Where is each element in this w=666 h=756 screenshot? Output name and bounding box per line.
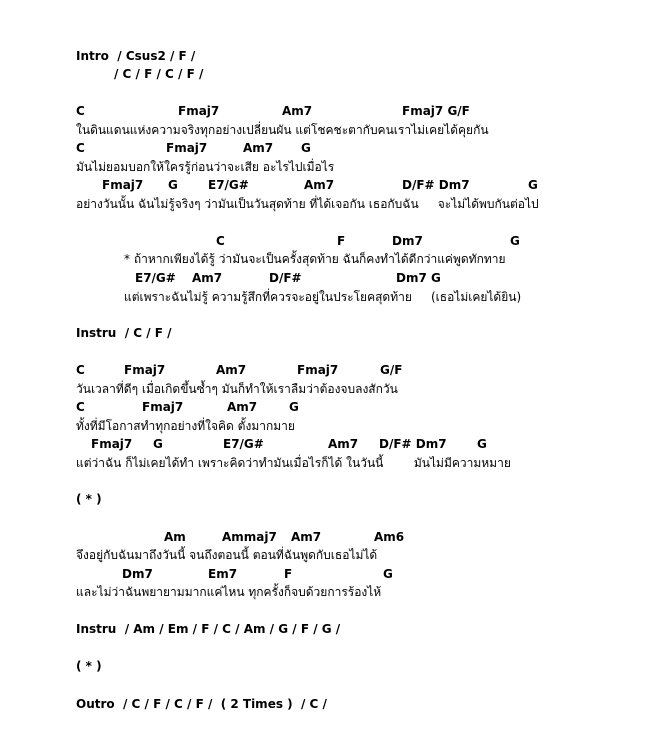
chord: F [284, 567, 293, 581]
chord: Fmaj7 [102, 178, 144, 192]
chord: G [289, 400, 299, 414]
intro-line-2: / C / F / C / F / [114, 67, 204, 81]
lyric-line: แต่ว่าฉัน ก็ไม่เคยได้ทำ เพราะคิดว่าทำมันเมื่อไรก็ได้ ในวันนี้ มันไม่มีความหมาย [76, 456, 511, 470]
chord: Am [164, 530, 186, 544]
chord: C [76, 104, 85, 118]
chord: D/F# Dm7 [379, 437, 447, 451]
chord: F [337, 234, 346, 248]
lyric-line: ในดินแดนแห่งความจริงทุกอย่างเปลี่ยนผัน แต่โชคชะตากับคนเราไม่เคยได้คุยกัน [76, 123, 489, 137]
chorus-reference: ( * ) [76, 659, 102, 673]
chord: C [76, 400, 85, 414]
chord: Am7 [291, 530, 322, 544]
intro-line: Intro / Csus2 / F / [76, 49, 196, 63]
chord: G [510, 234, 520, 248]
chord: Am7 [328, 437, 359, 451]
chord: G [383, 567, 393, 581]
chord: Am7 [216, 363, 247, 377]
chord: D/F# Dm7 [402, 178, 470, 192]
chord: G [168, 178, 178, 192]
chord: Am7 [227, 400, 258, 414]
chord: Am6 [374, 530, 405, 544]
instrumental-line: Instru / Am / Em / F / C / Am / G / F / G / [76, 622, 341, 636]
chord: C [76, 363, 85, 377]
instrumental-line: Instru / C / F / [76, 326, 172, 340]
lyric-line: มันไม่ยอมบอกให้ใครรู้ก่อนว่าจะเสีย อะไรไปเมื่อไร [76, 160, 335, 174]
lyric-line: และไม่ว่าฉันพยายามมากแค่ไหน ทุกครั้งก็จบด้วยการร้องไห้ [76, 585, 382, 599]
chord: G [153, 437, 163, 451]
lyric-line: อย่างวันนั้น ฉันไม่รู้จริงๆ ว่ามันเป็นวันสุดท้าย ที่ได้เจอกัน เธอกับฉัน จะไม่ได้พบกันต่อไป [76, 197, 539, 211]
chord: G [528, 178, 538, 192]
chord: Fmaj7 [166, 141, 208, 155]
chord: Fmaj7 G/F [402, 104, 470, 118]
chord: Am7 [304, 178, 335, 192]
chord: E7/G# [223, 437, 264, 451]
chord: G [477, 437, 487, 451]
lyric-line: ทั้งที่มีโอกาสทำทุกอย่างที่ใจคิด ตั้งมากมาย [76, 419, 295, 433]
chord: Fmaj7 [297, 363, 339, 377]
chord: Dm7 G [396, 271, 441, 285]
chord: Ammaj7 [222, 530, 277, 544]
chord: Fmaj7 [124, 363, 166, 377]
outro-line: Outro / C / F / C / F / ( 2 Times ) / C / [76, 697, 327, 711]
chord: C [216, 234, 225, 248]
chord: Fmaj7 [178, 104, 220, 118]
lyric-line: * ถ้าหากเพียงได้รู้ ว่ามันจะเป็นครั้งสุดท้าย ฉันก็คงทำได้ดีกว่าแค่พูดทักทาย [124, 252, 506, 266]
chord: E7/G# [135, 271, 176, 285]
lyric-line: วันเวลาที่ดีๆ เมื่อเกิดขึ้นซ้ำๆ มันก็ทำให้เราลืมว่าต้องจบลงสักวัน [76, 382, 398, 396]
chord: G/F [380, 363, 403, 377]
chord: Am7 [192, 271, 223, 285]
chord: Dm7 [122, 567, 153, 581]
chord: Dm7 [392, 234, 423, 248]
chord: Fmaj7 [142, 400, 184, 414]
chord: D/F# [269, 271, 302, 285]
chord: Em7 [208, 567, 238, 581]
chord: Am7 [243, 141, 274, 155]
chord: C [76, 141, 85, 155]
lyric-line: จึงอยู่กับฉันมาถึงวันนี้ จนถึงตอนนี้ ตอนที่ฉันพูดกับเธอไม่ได้ [76, 548, 378, 562]
chorus-reference: ( * ) [76, 492, 102, 506]
chord: G [301, 141, 311, 155]
chord: Fmaj7 [91, 437, 133, 451]
chord: E7/G# [208, 178, 249, 192]
lyric-line: แต่เพราะฉันไม่รู้ ความรู้สึกที่ควรจะอยู่ในประโยคสุดท้าย (เธอไม่เคยได้ยิน) [124, 290, 522, 304]
chord: Am7 [282, 104, 313, 118]
